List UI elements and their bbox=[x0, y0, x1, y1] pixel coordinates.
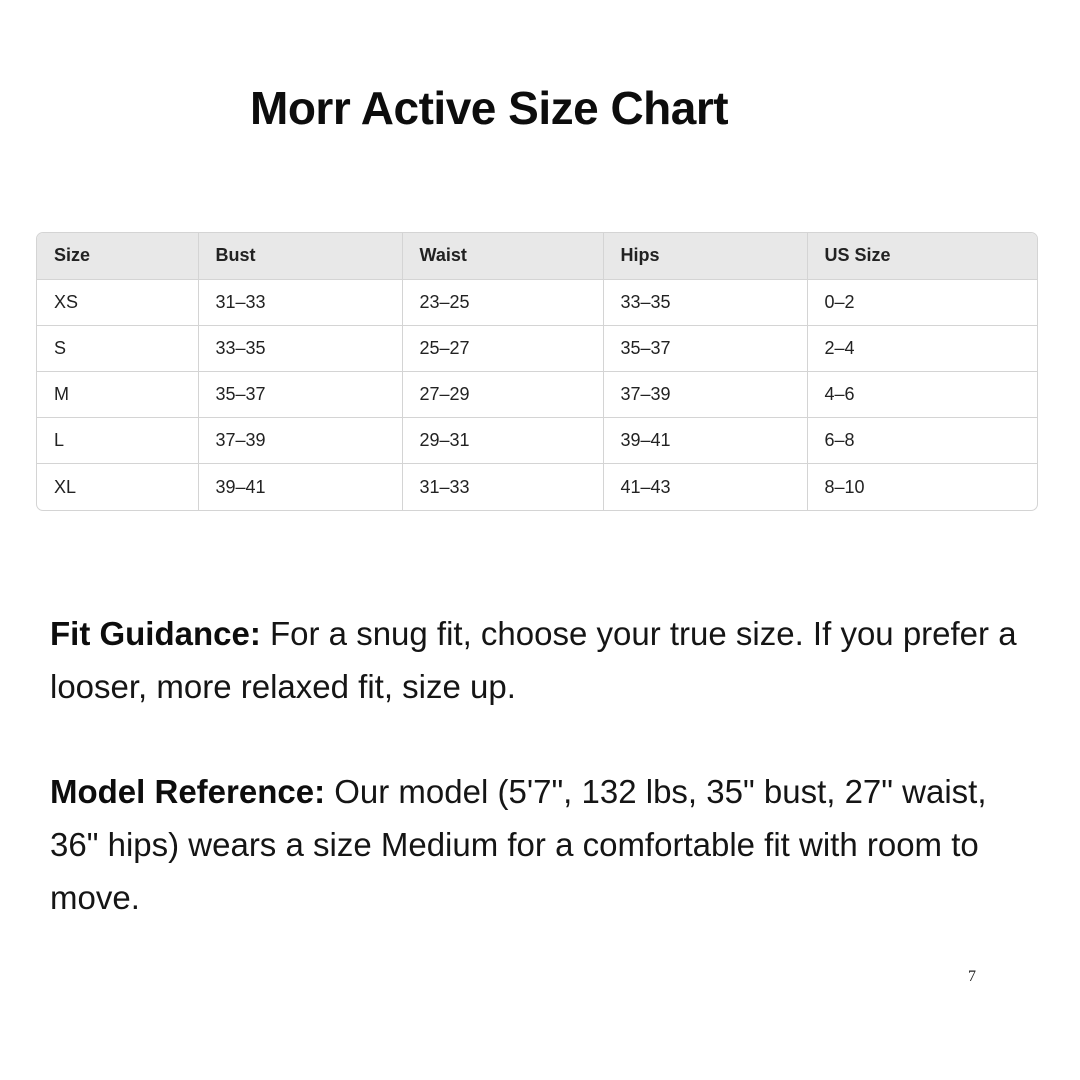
cell-bust: 37–39 bbox=[198, 418, 402, 464]
cell-waist: 29–31 bbox=[402, 418, 603, 464]
fit-guidance-paragraph bbox=[50, 607, 1040, 713]
cell-waist: 27–29 bbox=[402, 371, 603, 417]
cell-bust: 35–37 bbox=[198, 371, 402, 417]
cell-us-size: 0–2 bbox=[807, 279, 1037, 325]
cell-hips: 41–43 bbox=[603, 464, 807, 510]
cell-waist: 25–27 bbox=[402, 325, 603, 371]
model-reference-text: Our model (5'7", 132 lbs, 35" bust, 27" waist, 36" hips) wears a size Medium for a comfortable fit with room to move. bbox=[50, 773, 987, 916]
table-row bbox=[37, 279, 1037, 325]
cell-hips: 35–37 bbox=[603, 325, 807, 371]
cell-us-size: 8–10 bbox=[824, 476, 865, 497]
table-header-row bbox=[37, 233, 1037, 279]
page-number: 7 bbox=[968, 968, 976, 985]
notes-section bbox=[50, 607, 1040, 924]
column-header-waist: Waist bbox=[402, 233, 603, 279]
cell-bust: 31–33 bbox=[198, 279, 402, 325]
column-header-size: Size bbox=[37, 233, 198, 279]
cell-bust: 33–35 bbox=[198, 325, 402, 371]
cell-us-size: 6–8 bbox=[807, 418, 1037, 464]
cell-waist: 23–25 bbox=[402, 279, 603, 325]
model-reference-label: Model Reference: bbox=[50, 773, 326, 810]
fit-guidance-text: For a snug fit, choose your true size. If you prefer a looser, more relaxed fit, size up. bbox=[50, 615, 1017, 705]
cell-size: XL bbox=[37, 464, 198, 510]
table-row bbox=[37, 418, 1037, 464]
column-header-bust: Bust bbox=[198, 233, 402, 279]
cell-hips: 39–41 bbox=[603, 418, 807, 464]
model-reference-paragraph bbox=[50, 765, 1040, 924]
cell-size: L bbox=[37, 418, 198, 464]
cell-size: S bbox=[37, 325, 198, 371]
column-header-us-size: US Size bbox=[807, 233, 1037, 279]
cell-us-size: 4–6 bbox=[807, 371, 1037, 417]
cell-waist: 31–33 bbox=[402, 464, 603, 510]
cell-size: XS bbox=[37, 279, 198, 325]
size-chart-table bbox=[36, 232, 1038, 511]
cell-us-size: 2–4 bbox=[807, 325, 1037, 371]
table-row bbox=[37, 325, 1037, 371]
cell-hips: 37–39 bbox=[603, 371, 807, 417]
fit-guidance-label: Fit Guidance: bbox=[50, 615, 261, 652]
table-row bbox=[37, 371, 1037, 417]
column-header-hips: Hips bbox=[603, 233, 807, 279]
table-row bbox=[37, 464, 1037, 510]
cell-hips: 33–35 bbox=[603, 279, 807, 325]
page-title: Morr Active Size Chart bbox=[250, 82, 729, 134]
cell-size: M bbox=[37, 371, 198, 417]
cell-bust: 39–41 bbox=[198, 464, 402, 510]
